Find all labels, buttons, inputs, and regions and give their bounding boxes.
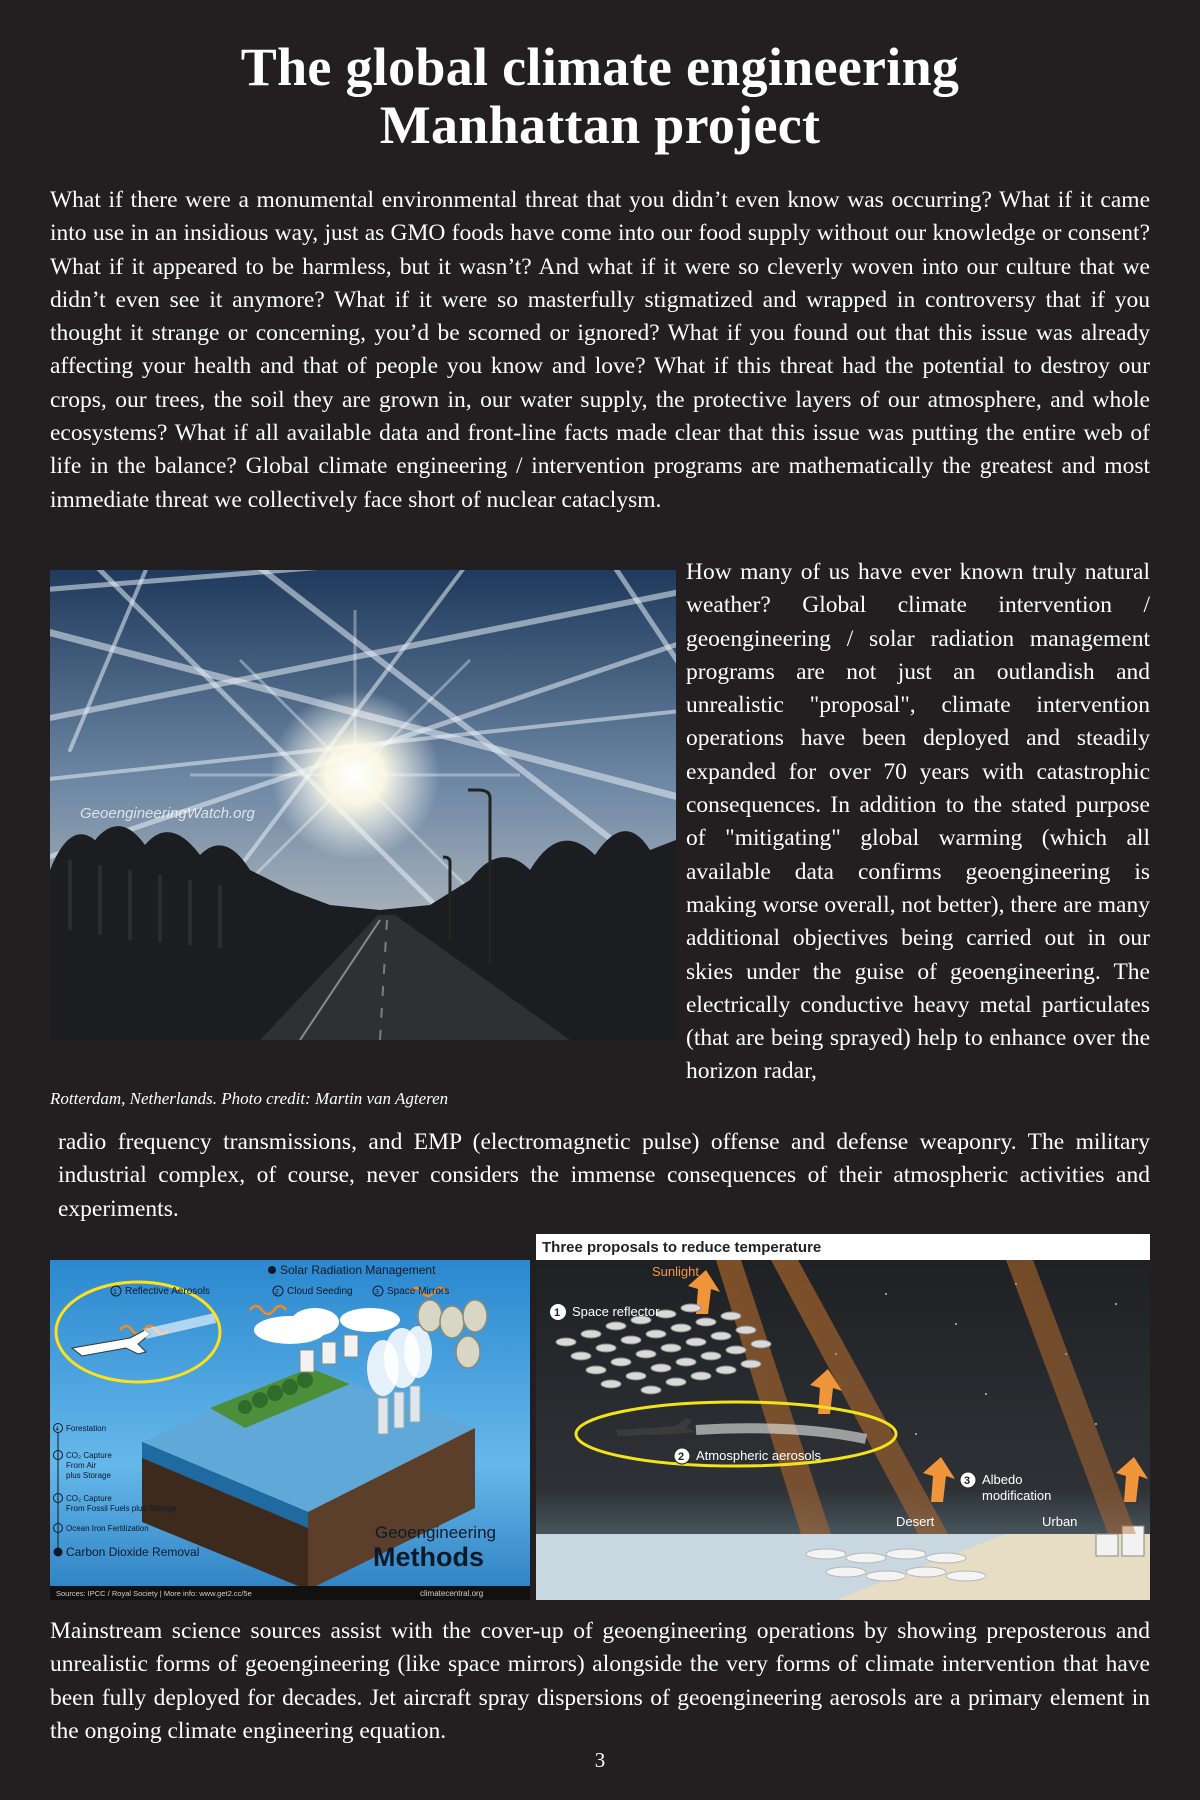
geoengineering-methods-diagram: [50, 1260, 530, 1600]
label-urban: Urban: [1042, 1514, 1078, 1529]
diagram-right-num-1: 1: [554, 1307, 561, 1319]
title-line-1: The global climate engineering: [240, 37, 960, 97]
three-proposals-diagram: [536, 1234, 1150, 1600]
contrail-sky-photo: [50, 570, 676, 1040]
diagram-right-num-2: 2: [678, 1451, 685, 1463]
side-paragraph: How many of us have ever known truly natural weather? Global climate intervention / geoengineering / solar radiation management programs are not just an outlandish and unrealistic "proposal", climate intervention operations have been deployed and steadily expanded for over 70 years with catastrophic consequences. In addition to the stated purpose of "mitigating" global warming (which all available data confirms geoengineering is making worse overall, not better), there are many additional objectives being carried out in our skies under the guise of geoengineering. The electrically conductive heavy metal particulates (that are being sprayed) help to enhance over the horizon radar,: [686, 559, 1150, 1085]
label-sunlight: Sunlight: [652, 1264, 699, 1279]
label-solar-radiation-management: Solar Radiation Management: [280, 1263, 436, 1277]
label-co2-capture-air-2: From Air: [66, 1461, 97, 1470]
diagram-left-credit: climatecentral.org: [420, 1589, 484, 1598]
label-carbon-dioxide-removal: Carbon Dioxide Removal: [66, 1545, 200, 1559]
diagram-left-sources: Sources: IPCC / Royal Society | More info: www.get2.cc/5e: [56, 1589, 252, 1598]
label-cloud-seeding: Cloud Seeding: [287, 1286, 353, 1297]
diagram-right-num-3: 3: [964, 1475, 971, 1487]
diagram-left-num-4: 4: [55, 1427, 59, 1433]
label-co2-capture-air-3: plus Storage: [66, 1471, 111, 1480]
diagram-left-brand-2: Methods: [373, 1542, 484, 1572]
continued-paragraph: radio frequency transmissions, and EMP (electromagnetic pulse) offense and defense weaponry. The military industrial complex, of course, never considers the immense consequences of their atmospheric activities and experiments.: [58, 1129, 1150, 1222]
label-atmospheric-aerosols: Atmospheric aerosols: [696, 1448, 821, 1463]
label-co2-capture-air-1: CO₂ Capture: [66, 1451, 112, 1460]
label-albedo-2: modification: [982, 1488, 1052, 1503]
label-co2-capture-fossil-2: From Fossil Fuels plus Storage: [66, 1504, 177, 1513]
label-albedo-1: Albedo: [982, 1472, 1023, 1487]
photo-watermark: GeoengineeringWatch.org: [80, 805, 255, 822]
label-reflective-aerosols: Reflective Aerosols: [125, 1286, 211, 1297]
label-space-mirrors: Space Mirrors: [387, 1286, 450, 1297]
diagram-right-title: Three proposals to reduce temperature: [542, 1239, 822, 1256]
closing-paragraph: Mainstream science sources assist with the cover-up of geoengineering operations by showing preposterous and unrealistic forms of geoengineering (like space mirrors) alongside the very forms of climate intervention that have been fully deployed for decades. Jet aircraft spray dispersions of geoengineering aerosols are a primary element in the ongoing climate engineering equation.: [50, 1618, 1150, 1744]
title-line-2: Manhattan project: [379, 95, 821, 155]
label-forestation: Forestation: [66, 1424, 107, 1433]
diagram-left-num-2: 2: [275, 1289, 279, 1296]
label-ocean-iron: Ocean Iron Fertilization: [66, 1524, 149, 1533]
label-co2-capture-fossil-1: CO₂ Capture: [66, 1494, 112, 1503]
intro-paragraph: What if there were a monumental environmental threat that you didn’t even know was occurring? What if it came into use in an insidious way, just as GMO foods have come into our food supply without our knowledge or consent? What if it appeared to be harmless, but it wasn’t? And what if it were so cleverly woven into our culture that we didn’t even see it anymore? What if it were so masterfully stigmatized and wrapped in controversy that if you thought it strange or concerning, you’d be scorned or ignored? What if you found out that this issue was already affecting your health and that of people you know and love? What if this threat had the potential to destroy our crops, our trees, the soil they are grown in, our water supply, the protective layers of our atmosphere, and whole ecosystems? What if all available data and front-line facts made clear that this issue was putting the entire web of life in the balance? Global climate engineering / intervention programs are mathematically the greatest and most immediate threat we collectively face short of nuclear cataclysm.: [50, 187, 1150, 513]
photo-caption: Rotterdam, Netherlands. Photo credit: Martin van Agteren: [50, 1089, 449, 1108]
page-number: 3: [594, 1748, 606, 1772]
label-desert: Desert: [896, 1514, 935, 1529]
page-title: [0, 38, 1200, 154]
label-space-reflector: Space reflector: [572, 1304, 660, 1319]
diagram-left-brand-1: Geoengineering: [375, 1523, 496, 1542]
diagram-left-num-3: 3: [375, 1289, 379, 1296]
diagram-left-num-1: 1: [113, 1289, 117, 1296]
